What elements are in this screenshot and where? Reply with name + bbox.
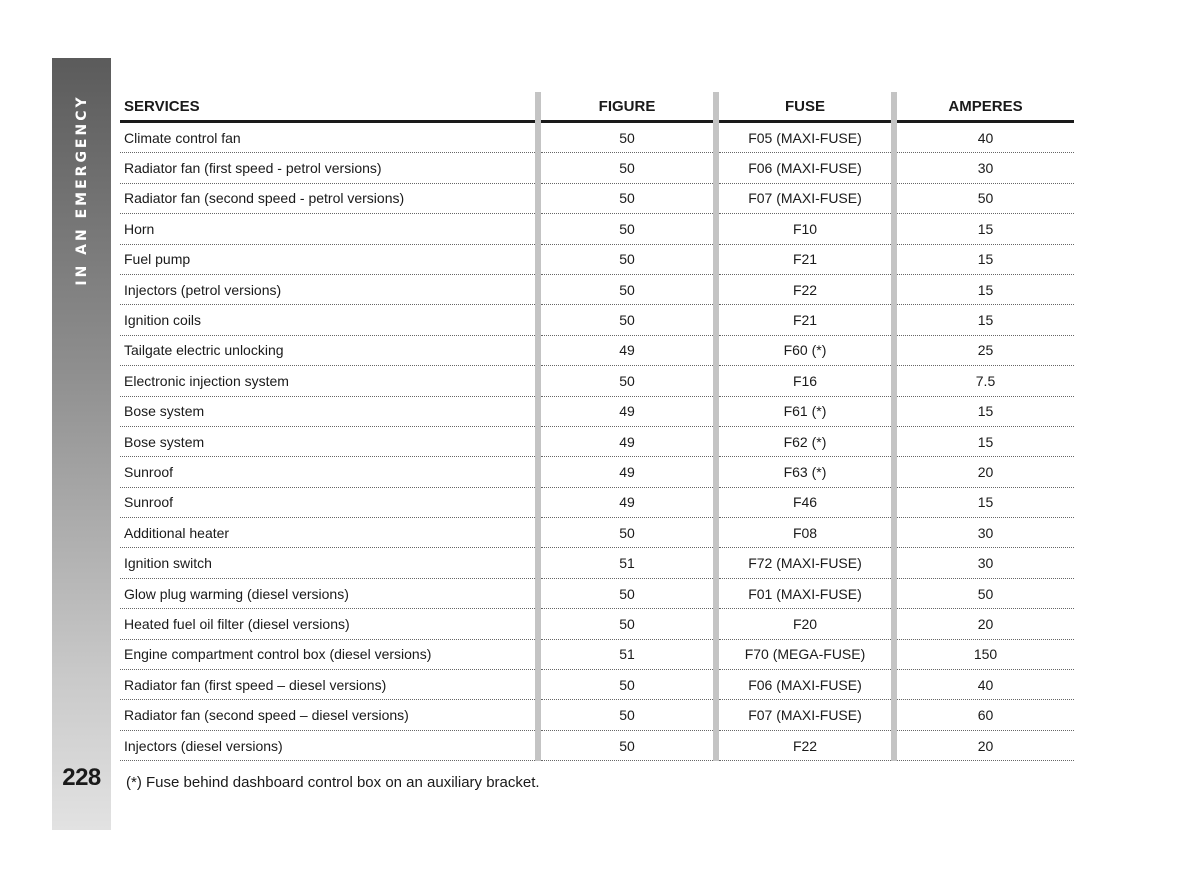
table-row [120, 122, 1074, 153]
table-row [120, 335, 1074, 365]
cell-service: Injectors (petrol versions) [120, 274, 538, 304]
table-row [120, 578, 1074, 608]
cell-service: Radiator fan (second speed - petrol versions) [120, 183, 538, 213]
cell-amperes: 40 [894, 670, 1074, 700]
fuse-table [120, 92, 1074, 761]
table-row [120, 396, 1074, 426]
cell-figure: 50 [538, 366, 716, 396]
cell-fuse: F01 (MAXI-FUSE) [716, 578, 894, 608]
cell-service: Engine compartment control box (diesel versions) [120, 639, 538, 669]
cell-fuse: F62 (*) [716, 426, 894, 456]
cell-figure: 50 [538, 700, 716, 730]
cell-figure: 50 [538, 122, 716, 153]
cell-service: Radiator fan (second speed – diesel versions) [120, 700, 538, 730]
cell-amperes: 20 [894, 609, 1074, 639]
cell-figure: 49 [538, 457, 716, 487]
cell-fuse: F72 (MAXI-FUSE) [716, 548, 894, 578]
cell-fuse: F06 (MAXI-FUSE) [716, 670, 894, 700]
cell-service: Climate control fan [120, 122, 538, 153]
cell-amperes: 25 [894, 335, 1074, 365]
cell-amperes: 15 [894, 305, 1074, 335]
cell-service: Electronic injection system [120, 366, 538, 396]
header-figure: FIGURE [538, 92, 716, 122]
section-title: IN AN EMERGENCY [74, 94, 90, 286]
table-row [120, 426, 1074, 456]
table-row [120, 244, 1074, 274]
table-row [120, 609, 1074, 639]
cell-figure: 50 [538, 274, 716, 304]
page-number: 228 [62, 764, 101, 791]
cell-fuse: F22 [716, 730, 894, 760]
cell-fuse: F10 [716, 214, 894, 244]
cell-amperes: 15 [894, 396, 1074, 426]
header-amperes: AMPERES [894, 92, 1074, 122]
cell-figure: 49 [538, 426, 716, 456]
table-row [120, 305, 1074, 335]
cell-figure: 50 [538, 153, 716, 183]
table-row [120, 366, 1074, 396]
cell-fuse: F08 [716, 518, 894, 548]
cell-figure: 51 [538, 548, 716, 578]
table-body [120, 122, 1074, 761]
cell-figure: 50 [538, 244, 716, 274]
cell-amperes: 15 [894, 244, 1074, 274]
table-row [120, 518, 1074, 548]
cell-fuse: F06 (MAXI-FUSE) [716, 153, 894, 183]
cell-fuse: F20 [716, 609, 894, 639]
cell-amperes: 20 [894, 730, 1074, 760]
cell-fuse: F22 [716, 274, 894, 304]
table-row [120, 548, 1074, 578]
cell-fuse: F60 (*) [716, 335, 894, 365]
cell-fuse: F21 [716, 244, 894, 274]
cell-amperes: 30 [894, 518, 1074, 548]
table-header-row [120, 92, 1074, 122]
table-row [120, 639, 1074, 669]
table-row [120, 700, 1074, 730]
cell-amperes: 50 [894, 183, 1074, 213]
cell-figure: 50 [538, 183, 716, 213]
table-row [120, 670, 1074, 700]
cell-amperes: 40 [894, 122, 1074, 153]
footnote: (*) Fuse behind dashboard control box on an auxiliary bracket. [126, 774, 540, 791]
cell-figure: 50 [538, 609, 716, 639]
cell-service: Sunroof [120, 487, 538, 517]
cell-service: Glow plug warming (diesel versions) [120, 578, 538, 608]
cell-amperes: 50 [894, 578, 1074, 608]
cell-amperes: 150 [894, 639, 1074, 669]
cell-service: Fuel pump [120, 244, 538, 274]
cell-amperes: 15 [894, 274, 1074, 304]
table-row [120, 274, 1074, 304]
table-row [120, 153, 1074, 183]
cell-service: Radiator fan (first speed - petrol versions) [120, 153, 538, 183]
cell-figure: 50 [538, 670, 716, 700]
table-row [120, 730, 1074, 760]
cell-service: Bose system [120, 426, 538, 456]
cell-fuse: F16 [716, 366, 894, 396]
table-row [120, 487, 1074, 517]
table-row [120, 457, 1074, 487]
cell-fuse: F07 (MAXI-FUSE) [716, 183, 894, 213]
cell-fuse: F46 [716, 487, 894, 517]
cell-fuse: F63 (*) [716, 457, 894, 487]
cell-figure: 51 [538, 639, 716, 669]
cell-service: Ignition switch [120, 548, 538, 578]
table-row [120, 183, 1074, 213]
cell-fuse: F70 (MEGA-FUSE) [716, 639, 894, 669]
cell-amperes: 20 [894, 457, 1074, 487]
cell-amperes: 15 [894, 214, 1074, 244]
header-fuse: FUSE [716, 92, 894, 122]
cell-fuse: F07 (MAXI-FUSE) [716, 700, 894, 730]
cell-fuse: F05 (MAXI-FUSE) [716, 122, 894, 153]
cell-figure: 50 [538, 578, 716, 608]
cell-service: Heated fuel oil filter (diesel versions) [120, 609, 538, 639]
cell-service: Tailgate electric unlocking [120, 335, 538, 365]
cell-figure: 50 [538, 305, 716, 335]
cell-amperes: 15 [894, 487, 1074, 517]
table-row [120, 214, 1074, 244]
cell-service: Bose system [120, 396, 538, 426]
cell-amperes: 7.5 [894, 366, 1074, 396]
cell-amperes: 15 [894, 426, 1074, 456]
cell-amperes: 30 [894, 548, 1074, 578]
cell-service: Additional heater [120, 518, 538, 548]
cell-service: Sunroof [120, 457, 538, 487]
cell-figure: 49 [538, 487, 716, 517]
header-services: SERVICES [120, 92, 538, 122]
cell-figure: 50 [538, 518, 716, 548]
cell-amperes: 30 [894, 153, 1074, 183]
cell-figure: 49 [538, 335, 716, 365]
cell-amperes: 60 [894, 700, 1074, 730]
cell-fuse: F21 [716, 305, 894, 335]
cell-figure: 50 [538, 214, 716, 244]
cell-service: Ignition coils [120, 305, 538, 335]
cell-service: Radiator fan (first speed – diesel versions) [120, 670, 538, 700]
cell-figure: 50 [538, 730, 716, 760]
cell-figure: 49 [538, 396, 716, 426]
cell-service: Injectors (diesel versions) [120, 730, 538, 760]
cell-service: Horn [120, 214, 538, 244]
cell-fuse: F61 (*) [716, 396, 894, 426]
